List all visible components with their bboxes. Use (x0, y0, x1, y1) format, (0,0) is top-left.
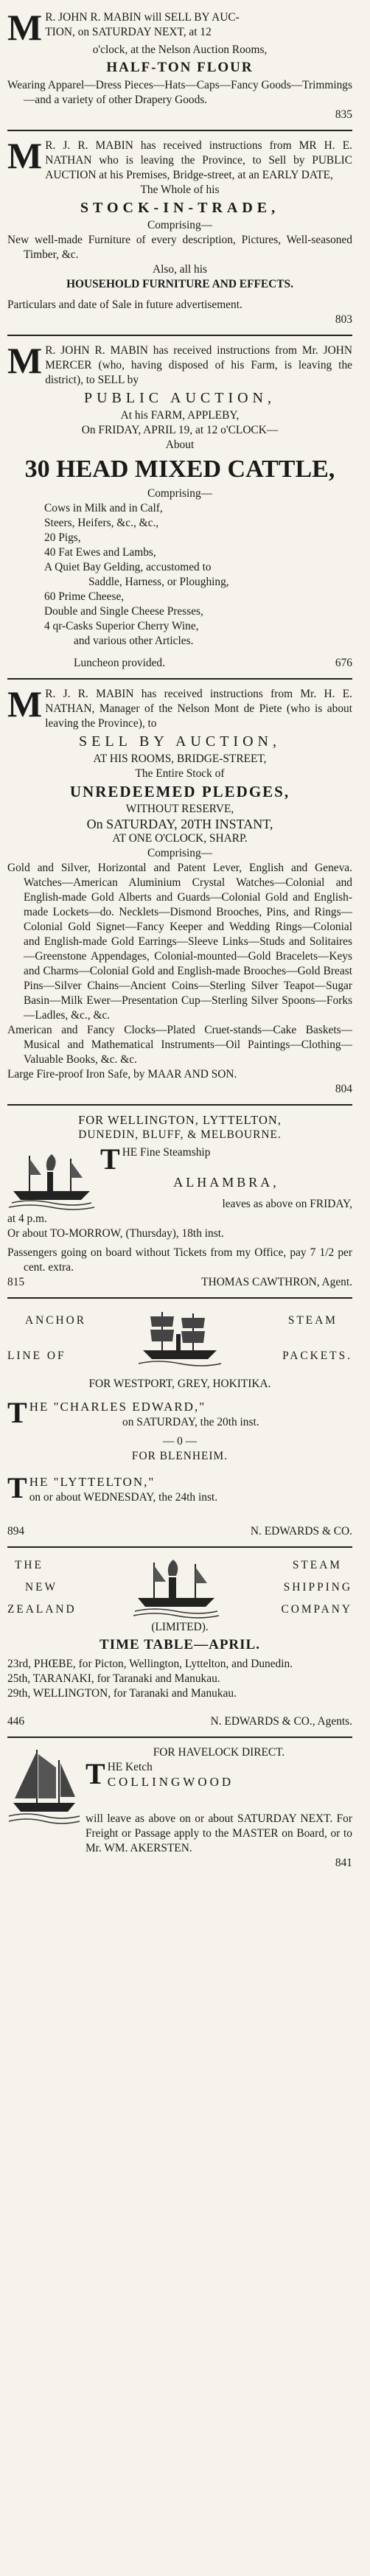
ad6-agent: N. EDWARDS & CO. (250, 1525, 352, 1537)
ad8-number: 841 (335, 1857, 352, 1869)
ad1-body: Wearing Apparel—Dress Pieces—Hats—Caps—Fancy Goods—Trimmings—and a variety of other Drapery Goods. (7, 79, 352, 106)
ad7-timetable: TIME TABLE—APRIL. (100, 1637, 260, 1652)
ad2-also: Also, all his (153, 263, 207, 276)
list-item: Saddle, Harness, or Ploughing, (88, 576, 229, 588)
drop-cap: M (7, 135, 43, 176)
ad3-intro: R. JOHN R. MABIN has received instructions from Mr. JOHN MERCER (who, having disposed of his Farm, is leaving the district), to SELL by (45, 344, 352, 386)
ad3-item-list (7, 501, 352, 649)
ad5-agent: THOMAS CAWTHRON, Agent. (201, 1276, 352, 1288)
divider (7, 1546, 352, 1548)
ad4-time: AT ONE O'CLOCK, SHARP. (112, 832, 248, 845)
ad4-number: 804 (335, 1083, 352, 1095)
ad5-or: Or about TO-MORROW, (Thursday), 18th inst. (7, 1227, 224, 1240)
ad2-whole: The Whole of his (140, 184, 220, 196)
ad3-date: On FRIDAY, APRIL 19, at 12 o'CLOCK— (81, 424, 279, 436)
list-item: 20 Pigs, (44, 531, 81, 544)
ad1-line3: o'clock, at the Nelson Auction Rooms, (92, 43, 268, 56)
steamship-icon (7, 1145, 96, 1210)
ad7-entry-0: 23rd, PHŒBE, for Picton, Wellington, Lyttelton, and Dunedin. (7, 1658, 293, 1670)
ad3-luncheon: Luncheon provided. (74, 657, 165, 669)
ad2-furniture: HOUSEHOLD FURNITURE AND EFFECTS. (66, 278, 293, 290)
list-item: Cows in Milk and in Calf, (44, 502, 163, 514)
ad6-ship2: HE "LYTTELTON," (29, 1475, 156, 1489)
ad7-entry-1: 25th, TARANAKI, for Taranaki and Manukau. (7, 1672, 220, 1685)
drop-cap: T (100, 1142, 120, 1176)
ad6-left1: ANCHOR (25, 1314, 86, 1327)
ad6-right2: PACKETS. (282, 1350, 352, 1362)
ad4-reserve: WITHOUT RESERVE, (125, 803, 234, 815)
ad6-number: 894 (7, 1525, 25, 1537)
ad4-clocks: American and Fancy Clocks—Plated Cruet-stands—Cake Baskets—Musical and Mathematical Instruments—Oil Paintings—Clothing—Valuable Books, &c. &c. (7, 1024, 352, 1066)
ad3-number: 676 (335, 657, 352, 669)
ad-mabin-flour (7, 6, 352, 127)
steamship-icon (132, 1555, 220, 1620)
ad7-agent: N. EDWARDS & CO., Agents. (210, 1715, 352, 1728)
ad-unredeemed-pledges (7, 683, 352, 1101)
divider (7, 678, 352, 680)
ad5-passengers: Passengers going on board without Tickets from my Office, pay 7 1/2 per cent. extra. (7, 1246, 352, 1274)
ad-nz-steam-shipping (7, 1551, 352, 1734)
ad7-r1: STEAM (292, 1559, 342, 1571)
ad4-safe: Large Fire-proof Iron Safe, by MAAR AND SON. (7, 1068, 237, 1081)
list-item: Double and Single Cheese Presses, (44, 605, 203, 618)
ad5-fine: HE Fine Steamship (122, 1146, 211, 1159)
ad7-r3: COMPANY (281, 1603, 352, 1616)
ad-anchor-line (7, 1302, 352, 1543)
ad2-items: New well-made Furniture of every description, Pictures, Well-seasoned Timber, &c. (7, 234, 352, 261)
ad6-blenheim: FOR BLENHEIM. (131, 1450, 228, 1462)
ad4-big-headline: UNREDEEMED PLEDGES, (69, 783, 290, 800)
divider (7, 1297, 352, 1299)
divider (7, 130, 352, 131)
list-item: 40 Fat Ewes and Lambs, (44, 546, 156, 559)
ad-alhambra (7, 1109, 352, 1294)
ad4-intro: R. J. R. MABIN has received instructions from Mr. H. E. NATHAN, Manager of the Nelson Mont de Piete (who is about leaving the Province), to (45, 688, 352, 730)
divider (7, 335, 352, 336)
ad6-left2: LINE OF (7, 1350, 66, 1362)
ad3-about: About (165, 439, 195, 451)
list-item: 60 Prime Cheese, (44, 590, 125, 603)
ad7-entry-2: 29th, WELLINGTON, for Taranaki and Manukau. (7, 1687, 237, 1700)
ad4-entire: The Entire Stock of (135, 767, 225, 780)
ad6-separator: — 0 — (162, 1435, 198, 1448)
drop-cap: T (85, 1757, 105, 1790)
ad5-head2: DUNEDIN, BLUFF, & MELBOURNE. (78, 1128, 282, 1141)
ad8-ketch: HE Ketch (107, 1761, 153, 1773)
ad1-line1: R. JOHN R. MABIN will SELL BY AUC- (45, 11, 240, 24)
drop-cap: M (7, 340, 43, 381)
ad3-big-headline: 30 HEAD MIXED CATTLE, (24, 455, 335, 483)
ad5-head1: FOR WELLINGTON, LYTTELTON, (78, 1113, 282, 1127)
ad5-ship: ALHAMBRA, (173, 1175, 279, 1190)
ad7-limited: (LIMITED). (151, 1621, 209, 1633)
sailing-ship-icon (136, 1306, 224, 1371)
ad5-leaves: leaves as above on FRIDAY, (222, 1198, 352, 1210)
ad8-body: will leave as above on or about SATURDAY NEXT. For Freight or Passage apply to the MASTER on Board, or to Mr. WM. AKERSTEN. (85, 1812, 352, 1854)
ad1-number: 835 (335, 108, 352, 121)
drop-cap: T (7, 1471, 27, 1504)
drop-cap: M (7, 683, 43, 725)
ad1-line2: TION, on SATURDAY NEXT, at 12 (45, 26, 212, 38)
ad3-comprising: Comprising— (147, 487, 213, 500)
ketch-ship-icon (7, 1745, 81, 1826)
ad2-headline: STOCK-IN-TRADE, (80, 200, 280, 216)
list-item: and various other Articles. (74, 635, 194, 647)
divider (7, 1736, 352, 1738)
ad1-headline: HALF-TON FLOUR (106, 60, 254, 75)
ad4-headline: SELL BY AUCTION, (79, 733, 281, 750)
ad3-headline: PUBLIC AUCTION, (83, 390, 276, 406)
ad5-number: 815 (7, 1276, 25, 1288)
ad4-rooms: AT HIS ROOMS, BRIDGE-STREET, (93, 753, 267, 765)
drop-cap: T (7, 1396, 27, 1429)
ad2-particulars: Particulars and date of Sale in future advertisement. (7, 299, 242, 311)
ad7-number: 446 (7, 1715, 25, 1728)
ad4-goods: Gold and Silver, Horizontal and Patent Lever, English and Geneva. Watches—American Aluminium Crystal Watches—Colonial and English-made Gold Alberts and Guards—Colonial Gold and English-made Lockets—do. Necklets—Dismond Brooches, Pins, and Rings—Colonial Gold Signet—Fancy Keeper and Wedding Rings—Colonial and English-made Gold Earrings—Sleeve Links—Studs and Solitaires—Greenstone Appendages, Colonial-mounted—Gold Bracelets—Keys and Charms—Colonial Gold and English-made Brooches—Gold Breast Pins—Silver Chains—Ancient Coins—Sterling Silver Teapot—Sugar Basin—Milk Ewer—Presentation Cup—Sterling Silver Spoons—Forks—Ladles, &c., &c. (7, 862, 352, 1022)
ad7-l1: THE (15, 1559, 43, 1571)
ad5-at: at 4 p.m. (7, 1212, 47, 1225)
list-item: A Quiet Bay Gelding, accustomed to (44, 561, 212, 573)
ad8-head: FOR HAVELOCK DIRECT. (153, 1746, 285, 1759)
ad2-number: 803 (335, 313, 352, 326)
ad6-ship-date: on SATURDAY, the 20th inst. (122, 1416, 259, 1428)
ad-nathan-stock (7, 134, 352, 332)
ad-havelock-ketch (7, 1741, 352, 1875)
divider (7, 1104, 352, 1106)
ad6-dest: FOR WESTPORT, GREY, HOKITIKA. (88, 1378, 271, 1390)
ad-mercer-cattle (7, 339, 352, 675)
ad7-l3: ZEALAND (7, 1603, 77, 1616)
list-item: 4 qr-Casks Superior Cherry Wine, (44, 620, 199, 632)
drop-cap: M (7, 7, 43, 48)
ad7-l2: NEW (25, 1581, 58, 1594)
ad3-farm: At his FARM, APPLEBY, (120, 409, 240, 422)
ad2-intro: R. J. R. MABIN has received instructions from MR H. E. NATHAN who is leaving the Province, to Sell by PUBLIC AUCTION at his Premises, Bridge-street, at an EARLY DATE, (45, 139, 352, 181)
ad8-ship: COLLINGWOOD (107, 1775, 234, 1789)
ad4-date: On SATURDAY, 20TH INSTANT, (86, 817, 273, 831)
ad2-comprising: Comprising— (147, 219, 213, 231)
list-item: Steers, Heifers, &c., &c., (44, 517, 159, 529)
ad6-ship: HE "CHARLES EDWARD," (29, 1400, 206, 1414)
ad4-comprising: Comprising— (147, 847, 213, 859)
ad7-r2: SHIPPING (283, 1581, 352, 1594)
ad6-ship2-date: on or about WEDNESDAY, the 24th inst. (29, 1491, 218, 1504)
ad6-right1: STEAM (287, 1314, 338, 1327)
